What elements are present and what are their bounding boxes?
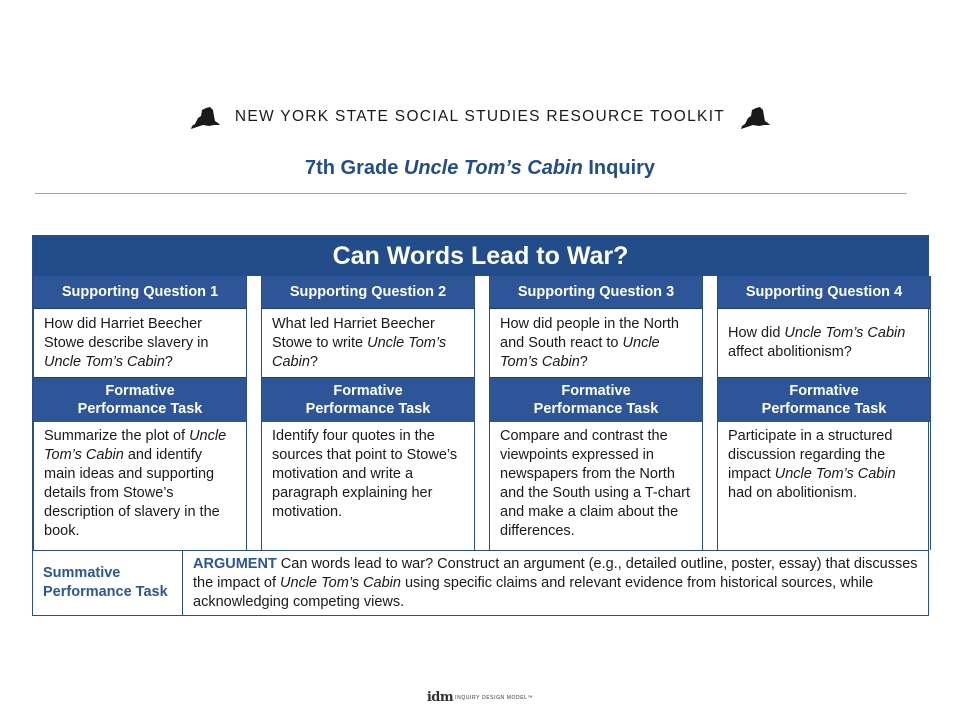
idm-logo-subtitle: INQUIRY DESIGN MODEL™: [455, 695, 534, 702]
formative-task-text: Summarize the plot of Uncle Tom’s Cabin and identify main ideas and supporting details from Stowe’s description of slavery in the book.: [44, 428, 227, 539]
toolkit-title: NEW YORK STATE SOCIAL STUDIES RESOURCE TOOLKIT: [234, 108, 726, 125]
column-sq1: [33, 276, 247, 550]
supporting-question-header: Supporting Question 1: [34, 276, 246, 309]
supporting-question-text: What led Harriet Beecher Stowe to write Uncle Tom’s Cabin?: [272, 315, 447, 370]
title-divider: [35, 193, 907, 194]
supporting-question-header: Supporting Question 2: [262, 276, 474, 309]
formative-task-text: Compare and contrast the viewpoints expressed in newspapers from the North and the South using a T-chart and make a claim about the differences.: [500, 428, 690, 539]
page-title-book: Uncle Tom’s Cabin: [403, 157, 583, 179]
formative-task-header: Formative Performance Task: [490, 377, 702, 422]
new-york-state-icon: [739, 104, 771, 130]
column-sq3: [489, 276, 703, 550]
formative-task-header: Formative Performance Task: [34, 377, 246, 422]
supporting-question-text: How did Uncle Tom’s Cabin affect abolitionism?: [728, 325, 906, 360]
summative-task-text: ARGUMENT Can words lead to war? Construct an argument (e.g., detailed outline, poster, essay) that discusses the impact of Uncle Tom’s Cabin using specific claims and relevant evidence from historical sources, while acknowledging competing views.: [193, 556, 918, 610]
formative-task-text: Participate in a structured discussion regarding the impact Uncle Tom’s Cabin had on abolitionism.: [728, 428, 896, 501]
summative-task-label: Summative Performance Task: [33, 551, 183, 615]
idm-logo-mark: idm: [426, 690, 454, 705]
column-sq4: [717, 276, 931, 550]
supporting-question-text: How did Harriet Beecher Stowe describe slavery in Uncle Tom’s Cabin?: [44, 315, 209, 370]
toolkit-header: [0, 100, 960, 134]
formative-task-header: Formative Performance Task: [262, 377, 474, 422]
formative-task-header: Formative Performance Task: [718, 377, 930, 422]
summative-task-row: [33, 550, 928, 615]
supporting-question-header: Supporting Question 3: [490, 276, 702, 309]
idm-logo: [0, 690, 960, 705]
compelling-question: Can Words Lead to War?: [33, 236, 928, 276]
supporting-question-header: Supporting Question 4: [718, 276, 930, 309]
page-title: [0, 157, 960, 180]
page-title-suffix: Inquiry: [582, 157, 656, 179]
formative-task-text: Identify four quotes in the sources that point to Stowe’s motivation and write a paragraph explaining her motivation.: [272, 428, 458, 520]
column-sq2: [261, 276, 475, 550]
page-title-prefix: 7th Grade: [304, 157, 404, 179]
argument-label: ARGUMENT: [193, 556, 277, 572]
new-york-state-icon: [189, 104, 221, 130]
supporting-question-text: How did people in the North and South react to Uncle Tom’s Cabin?: [500, 315, 679, 370]
inquiry-blueprint: [32, 235, 929, 616]
